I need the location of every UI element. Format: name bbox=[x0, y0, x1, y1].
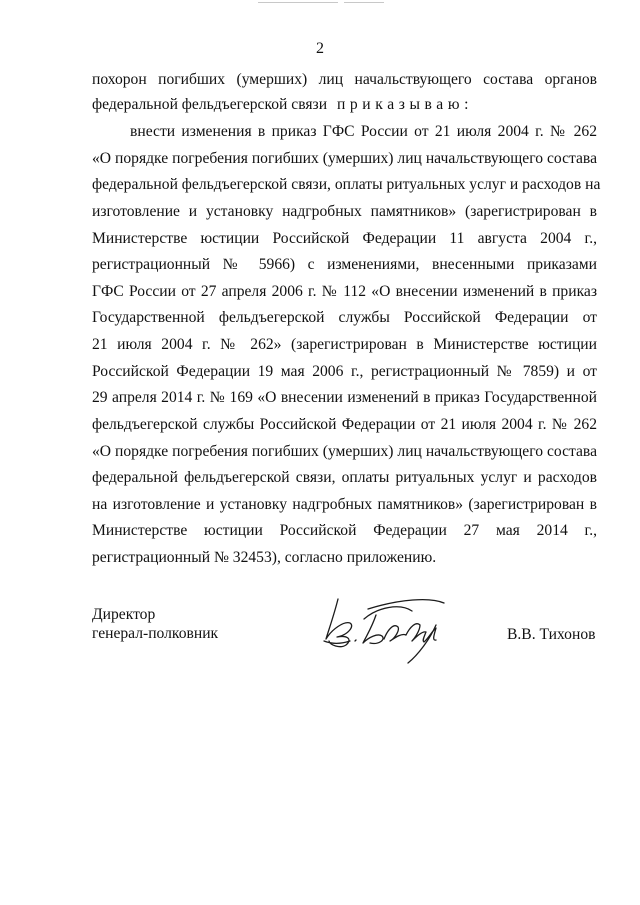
intro-line-1: похорон погибших (умерших) лиц начальствующего состава органов bbox=[92, 71, 597, 88]
body-line: Министерстве юстиции Российской Федерации 27 мая 2014 г., bbox=[92, 522, 597, 539]
body-line: «О порядке погребения погибших (умерших) лиц начальствующего состава bbox=[92, 150, 597, 167]
intro-line-2 bbox=[92, 96, 473, 114]
body-line: Российской Федерации 19 мая 2006 г., регистрационный № 7859) и от bbox=[92, 363, 597, 380]
signatory-name: В.В. Тихонов bbox=[507, 626, 596, 643]
order-word: приказываю: bbox=[336, 96, 474, 113]
scan-edge-right bbox=[344, 2, 384, 3]
handwritten-signature bbox=[320, 585, 460, 665]
body-line: внести изменения в приказ ГФС России от 21 июля 2004 г. № 262 bbox=[130, 123, 597, 140]
body-line: Министерстве юстиции Российской Федерации 11 августа 2004 г., bbox=[92, 230, 597, 247]
body-line: изготовление и установку надгробных памятников» (зарегистрирован в bbox=[92, 203, 597, 220]
page-number: 2 bbox=[316, 40, 324, 57]
body-line: федеральной фельдъегерской связи, оплаты ритуальных услуг и расходов bbox=[92, 469, 597, 486]
body-line: регистрационный № 32453), согласно приложению. bbox=[92, 549, 437, 566]
signatory-position-line-2: генерал-полковник bbox=[92, 625, 219, 642]
body-line: 21 июля 2004 г. № 262» (зарегистрирован в Министерстве юстиции bbox=[92, 336, 597, 353]
intro-line-2-prefix: федеральной фельдъегерской связи bbox=[92, 96, 328, 113]
signatory-position-line-1: Директор bbox=[92, 606, 156, 623]
body-line: ГФС России от 27 апреля 2006 г. № 112 «О внесении изменений в приказ bbox=[92, 283, 597, 300]
body-line: Государственной фельдъегерской службы Российской Федерации от bbox=[92, 309, 597, 326]
body-line: регистрационный № 5966) с изменениями, внесенными приказами bbox=[92, 256, 597, 273]
scan-edge-left bbox=[258, 2, 338, 3]
body-line: 29 апреля 2014 г. № 169 «О внесении изменений в приказ Государственной bbox=[92, 389, 597, 406]
body-line: фельдъегерской службы Российской Федерации от 21 июля 2004 г. № 262 bbox=[92, 416, 597, 433]
body-line: федеральной фельдъегерской связи, оплаты ритуальных услуг и расходов на bbox=[92, 176, 601, 193]
body-line: на изготовление и установку надгробных памятников» (зарегистрирован в bbox=[92, 496, 597, 513]
body-line: «О порядке погребения погибших (умерших) лиц начальствующего состава bbox=[92, 443, 597, 460]
